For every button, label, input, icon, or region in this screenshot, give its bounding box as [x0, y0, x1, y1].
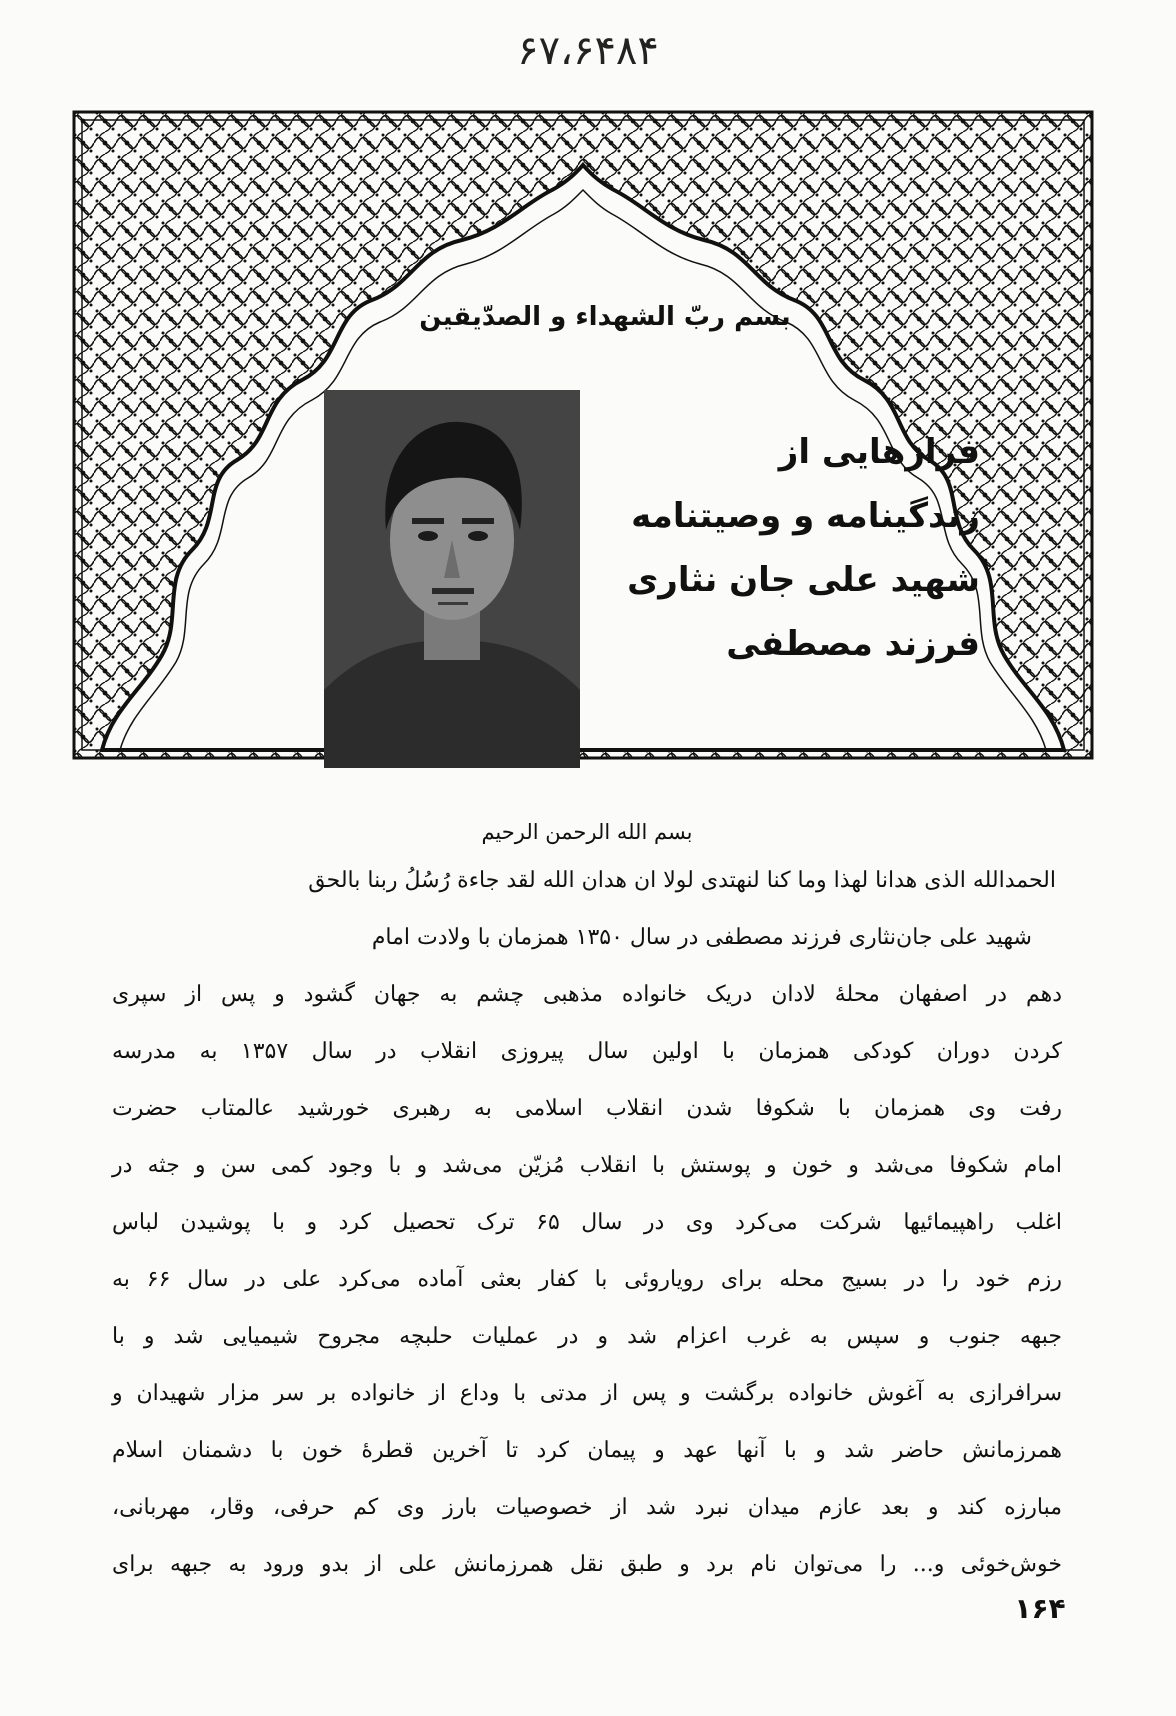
body-basmala: بسم الله الرحمن الرحیم	[481, 820, 693, 844]
text-line: رفت وی همزمان با شکوفا شدن انقلاب اسلامی به رهبری خورشید عالمتاب حضرت	[112, 1096, 1062, 1121]
title-block	[627, 420, 980, 676]
text-line: رزم خود را در بسیج محله برای رویاروئی با کفار بعثی آماده می‌کرد علی در سال ۶۶ به	[112, 1267, 1062, 1292]
text-line: خوش‌خوئی و... را می‌توان نام برد و طبق نقل همرزمانش علی از بدو ورود به جبهه برای	[112, 1552, 1062, 1577]
text-line: جبهه جنوب و سپس به غرب اعزام شد و در عملیات حلبچه مجروح شیمیایی شد و با	[112, 1324, 1062, 1349]
text-line: کردن دوران کودکی همزمان با اولین سال پیروزی انقلاب در سال ۱۳۵۷ به مدرسه	[112, 1039, 1062, 1064]
text-line: دهم در اصفهان محلهٔ لادان دریک خانواده مذهبی چشم به جهان گشود و پس از سپری	[112, 982, 1062, 1007]
title-line: فرزند مصطفی	[726, 624, 980, 664]
text-line: سرافرازی به آغوش خانواده برگشت و پس از مدتی با وداع از خانواده بر سر مزار شهیدان و	[112, 1381, 1062, 1406]
page-number: ۱۶۴	[1014, 1592, 1066, 1625]
archive-number: ۶۷،۶۴۸۴	[517, 28, 659, 74]
text-line: اغلب راهپیمائیها شرکت می‌کرد وی در سال ۶۵ ترک تحصیل کرد و با پوشیدن لباس	[112, 1210, 1062, 1235]
biography-text	[112, 812, 1062, 1593]
text-line: امام شکوفا می‌شد و خون و پوستش با انقلاب مُزیّن می‌شد و با وجود کمی سن و جثه در	[112, 1153, 1062, 1178]
text-line: همرزمانش حاضر شد و با آنها عهد و پیمان کرد تا آخرین قطرهٔ خون با دشمنان اسلام	[112, 1438, 1062, 1463]
title-line: فرازهایی از	[778, 432, 980, 472]
title-line: شهید علی جان نثاری	[627, 560, 980, 600]
text-line: شهید علی جان‌نثاری فرزند مصطفی در سال ۱۳۵۰ همزمان با ولادت امام	[371, 925, 1032, 950]
quran-verse: الحمدالله الذی هدانا لهذا وما کنا لنهتدی لولا ان هدان الله لقد جاءة رُسُلُ ربنا بالحق	[308, 868, 1056, 893]
text-line: مبارزه کند و بعد عازم میدان نبرد شد از خصوصیات بارز وی کم حرفی، وقار، مهربانی،	[112, 1495, 1062, 1520]
martyr-portrait	[324, 390, 580, 768]
header-basmala: بسم ربّ الشهداء و الصدّیقین	[419, 302, 791, 332]
title-line: زندگینامه و وصیتنامه	[631, 496, 980, 536]
